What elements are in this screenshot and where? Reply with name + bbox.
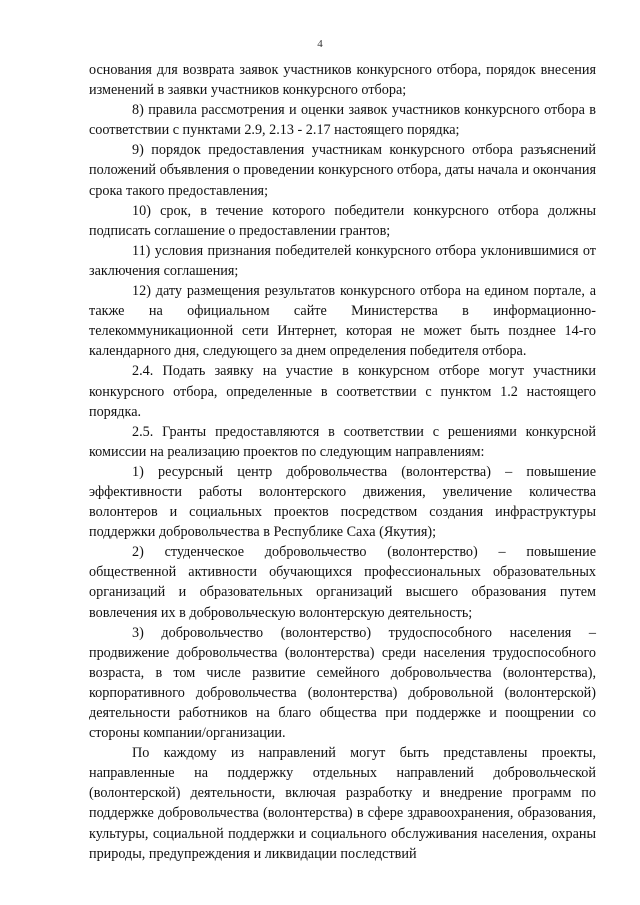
- document-body: [89, 60, 596, 864]
- paragraph-projects: По каждому из направлений могут быть представлены проекты, направленные на поддержку отдельных направлений добровольческой (волонтерской) деятельности, включая разработку и внедрение программ по поддержке добровольчества (волонтерства) в сфере здравоохранения, образования, культуры, социальной поддержки и социального обслуживания населения, охраны природы, предупреждения и ликвидации последствий: [89, 745, 596, 862]
- paragraph-2-4: 2.4. Подать заявку на участие в конкурсном отборе могут участники конкурсного отбора, определенные в соответствии с пунктом 1.2 настоящего порядка.: [89, 363, 596, 420]
- paragraph-item-12: 12) дату размещения результатов конкурсного отбора на едином портале, а также на официальном сайте Министерства в информационно-телекоммуникационной сети Интернет, которая не может быть позднее 14-го календарного дня, следующего за днем определения победителя отбора.: [89, 283, 596, 360]
- paragraph-item-11: 11) условия признания победителей конкурсного отбора уклонившимися от заключения соглашения;: [89, 242, 596, 279]
- paragraph-direction-1: 1) ресурсный центр добровольчества (волонтерства) – повышение эффективности работы волонтерского движения, увеличение количества волонтеров и социальных проектов посредством создания инфраструктуры поддержки добровольчества в Республике Саха (Якутия);: [89, 463, 596, 541]
- paragraph-direction-2: 2) студенческое добровольчество (волонтерство) – повышение общественной активности обучающихся профессиональных образовательных организаций и образовательных организаций высшего образования путем вовлечения их в добровольческую волонтерскую деятельность;: [89, 544, 596, 621]
- paragraph-item-10: 10) срок, в течение которого победители конкурсного отбора должны подписать соглашение о предоставлении грантов;: [89, 202, 596, 239]
- paragraph-item-8: 8) правила рассмотрения и оценки заявок участников конкурсного отбора в соответствии с пунктами 2.9, 2.13 - 2.17 настоящего порядка;: [89, 102, 596, 139]
- paragraph-item-9: 9) порядок предоставления участникам конкурсного отбора разъяснений положений объявления о проведении конкурсного отбора, даты начала и окончания срока такого предоставления;: [89, 142, 596, 199]
- page-number: 4: [317, 38, 323, 50]
- paragraph-continuation: основания для возврата заявок участников конкурсного отбора, порядок внесения изменений в заявки участников конкурсного отбора;: [89, 62, 596, 99]
- paragraph-2-5: 2.5. Гранты предоставляются в соответствии с решениями конкурсной комиссии на реализацию проектов по следующим направлениям:: [89, 423, 596, 460]
- paragraph-direction-3: 3) добровольчество (волонтерство) трудоспособного населения – продвижение добровольчества (волонтерства) среди населения трудоспособного возраста, в том числе развитие семейного добровольчества (волонтерства), корпоративного добровольчества (волонтерства) добровольной (волонтерской) деятельности работников на благо общества при поддержке и поощрении со стороны компании/организации.: [89, 624, 596, 742]
